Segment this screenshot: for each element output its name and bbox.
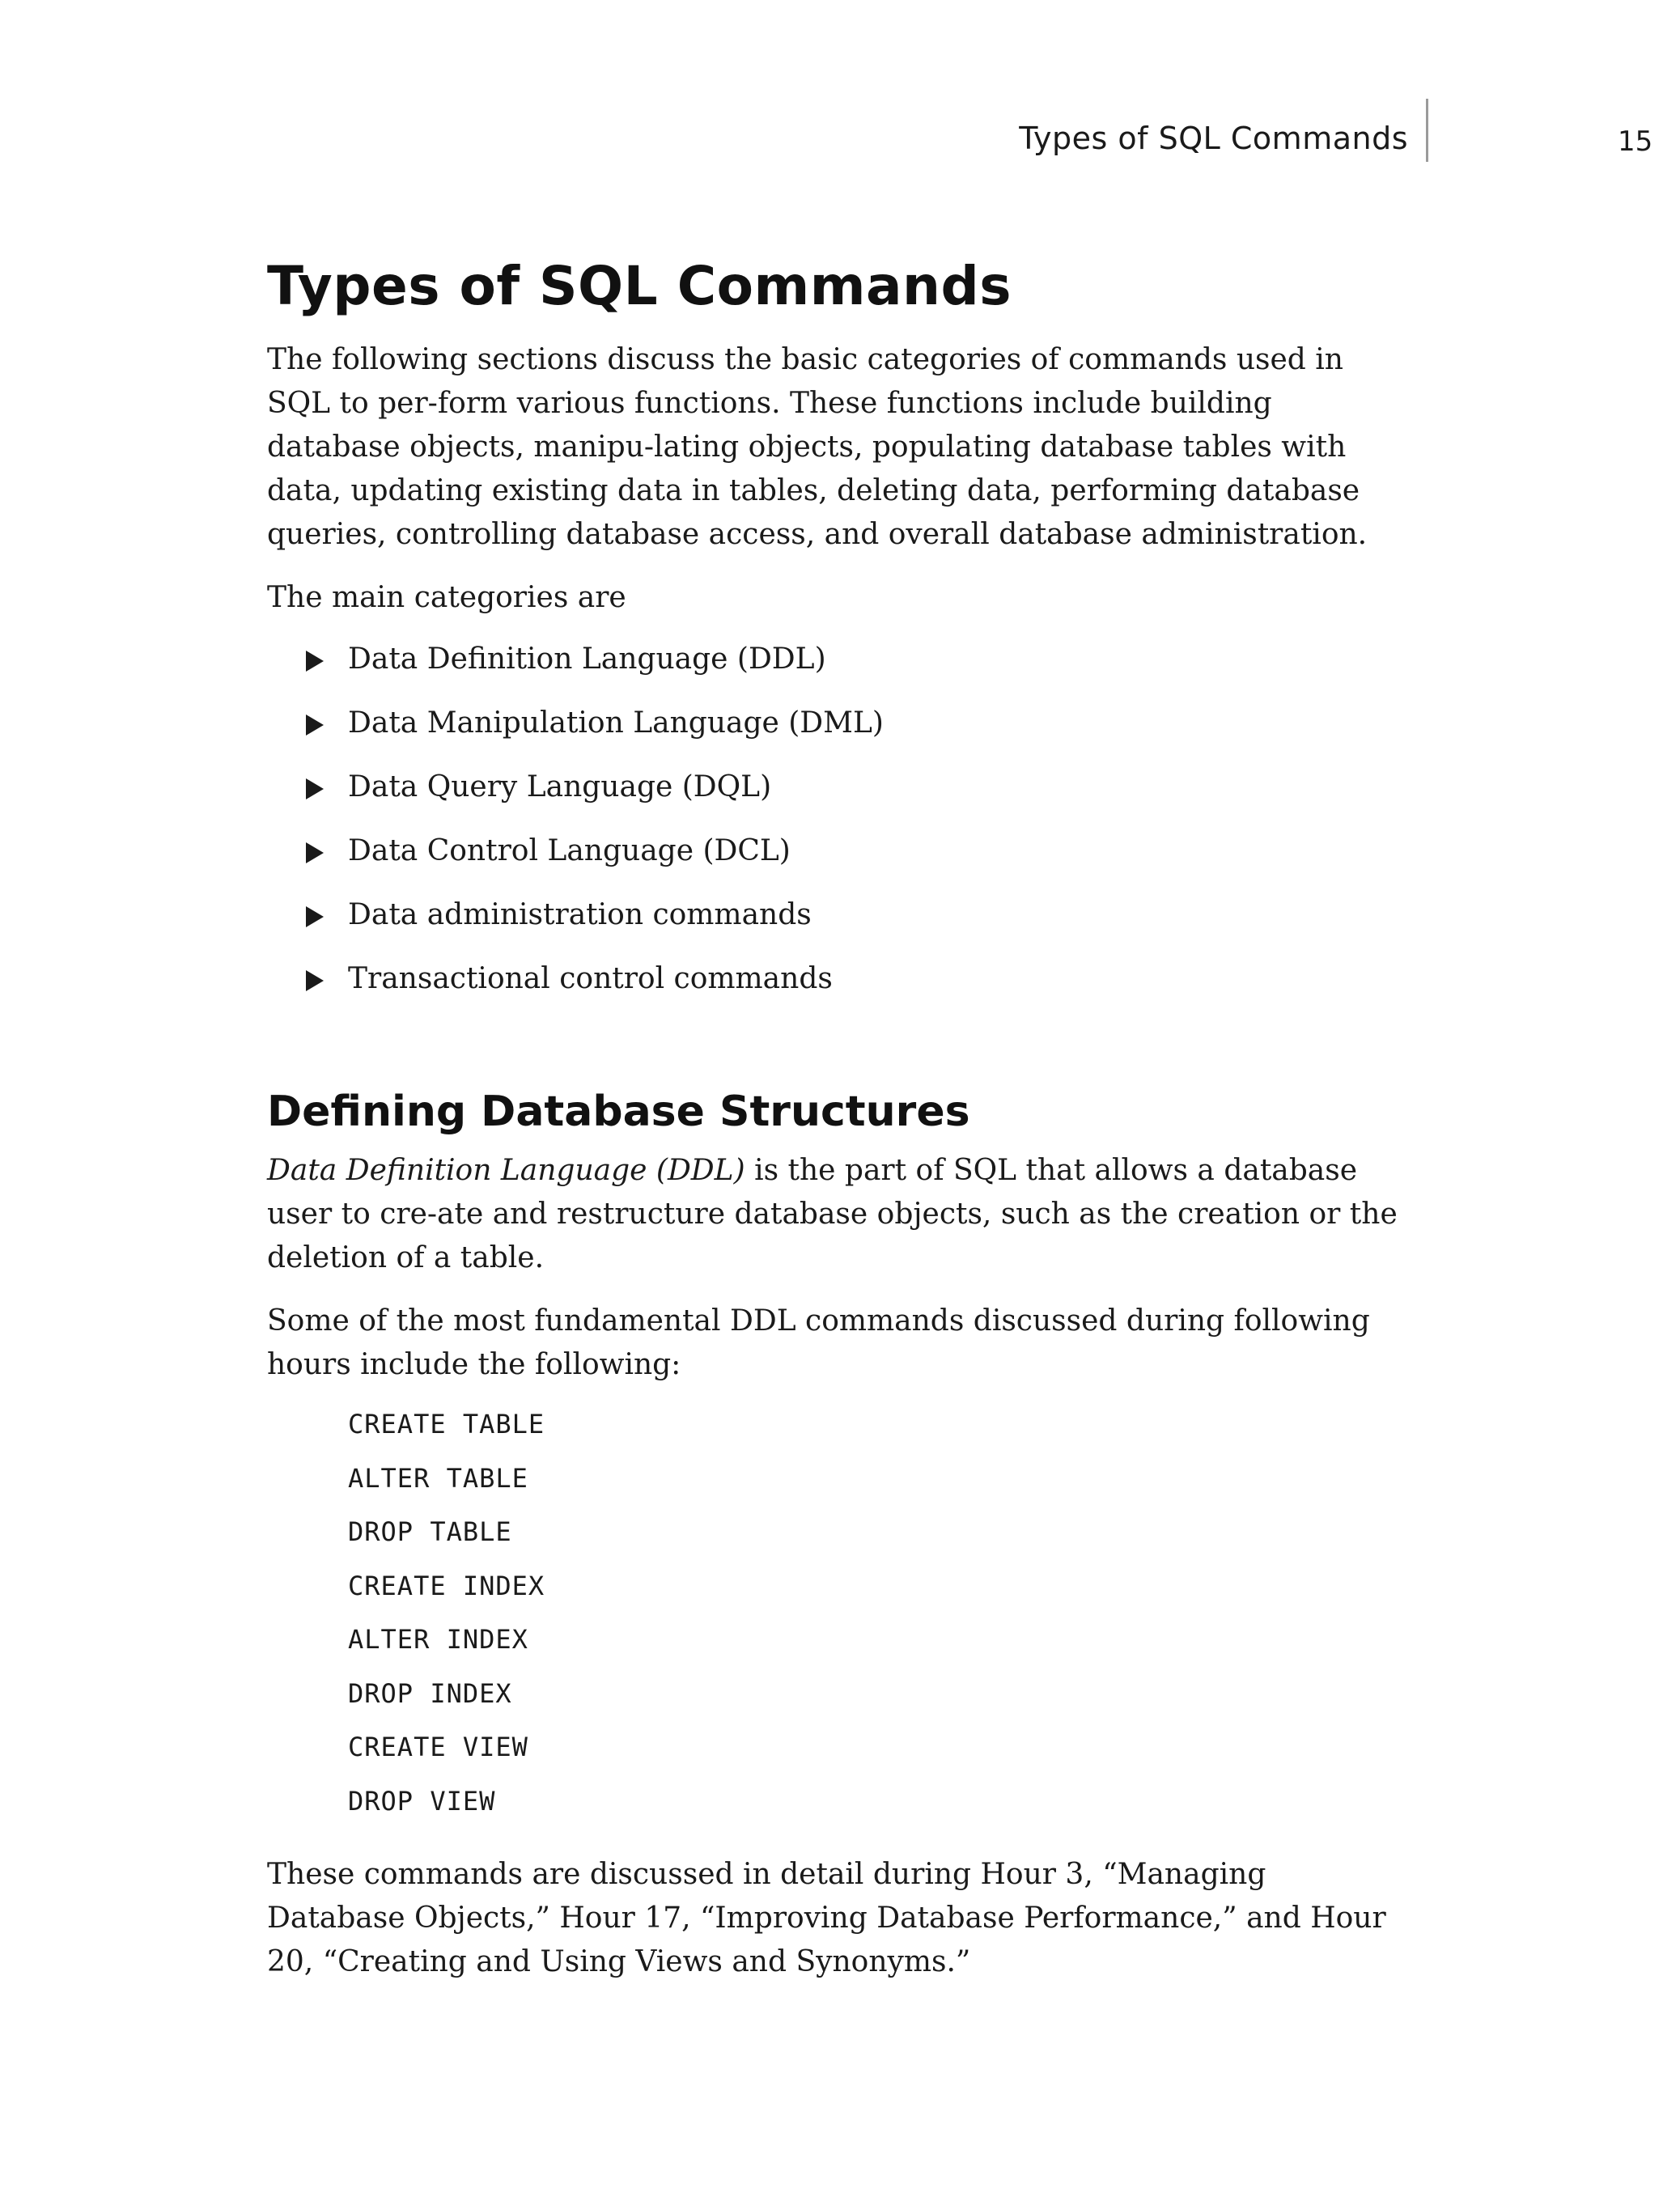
code-line: CREATE INDEX <box>348 1570 545 1601</box>
bullet-triangle-icon <box>306 651 324 672</box>
code-line: CREATE VIEW <box>348 1732 528 1762</box>
code-line: ALTER TABLE <box>348 1462 528 1494</box>
closing-paragraph: These commands are discussed in detail during Hour 3, “Managing Database Objects,” Hour 17, “Improving Database Performance,” and Hour 20, “Creating and Using Views and Synonyms.” <box>267 1857 1386 1978</box>
list-item-label: Data administration commands <box>348 898 812 931</box>
section-title-types-of-sql-commands: Types of SQL Commands <box>267 255 1012 317</box>
ddl-commands-intro: Some of the most fundamental DDL commands discussed during following hours include the following: <box>267 1304 1370 1381</box>
categories-list <box>267 638 1404 1001</box>
list-item <box>306 893 1404 937</box>
categories-lead: The main categories are <box>267 581 626 614</box>
code-line: DROP INDEX <box>348 1677 512 1709</box>
ddl-definition-paragraph <box>267 1149 1404 1280</box>
list-item-label: Data Query Language (DQL) <box>348 770 772 803</box>
bullet-triangle-icon <box>306 970 324 991</box>
list-item-label: Transactional control commands <box>348 962 833 995</box>
bullet-triangle-icon <box>306 842 324 863</box>
section-spacer <box>267 1021 1404 1083</box>
page-body <box>267 248 1404 1984</box>
ddl-term: Data Definition Language (DDL) <box>267 1154 745 1187</box>
list-item <box>306 702 1404 745</box>
list-item-label: Data Control Language (DCL) <box>348 834 791 867</box>
header-divider <box>1426 99 1428 162</box>
section-title-defining-database-structures: Defining Database Structures <box>267 1088 970 1136</box>
code-line: DROP VIEW <box>348 1785 496 1817</box>
list-item-label: Data Manipulation Language (DML) <box>348 706 884 740</box>
bullet-triangle-icon <box>306 906 324 927</box>
list-item <box>306 957 1404 1001</box>
list-item-label: Data Definition Language (DDL) <box>348 642 826 676</box>
list-item <box>306 829 1404 873</box>
bullet-triangle-icon <box>306 778 324 799</box>
code-line: DROP TABLE <box>348 1516 512 1547</box>
list-item <box>306 638 1404 681</box>
bullet-triangle-icon <box>306 714 324 736</box>
ddl-definition-text: is the part of SQL that allows a database user to cre-ate and restructure database objects, such as the creation or the deletion of a table. <box>267 1154 1398 1274</box>
intro-paragraph: The following sections discuss the basic categories of commands used in SQL to per-form various functions. These functions include building database objects, manipu-lating objects, populating database tables with data, updating existing data in tables, deleting data, performing database queries, controlling database access, and overall database administration. <box>267 343 1368 551</box>
running-head: Types of SQL Commands <box>1019 121 1408 156</box>
page-number: 15 <box>1618 125 1653 158</box>
list-item <box>306 765 1404 809</box>
code-line: CREATE TABLE <box>348 1409 545 1439</box>
ddl-commands-list <box>267 1408 1404 1817</box>
code-line: ALTER INDEX <box>348 1624 528 1655</box>
